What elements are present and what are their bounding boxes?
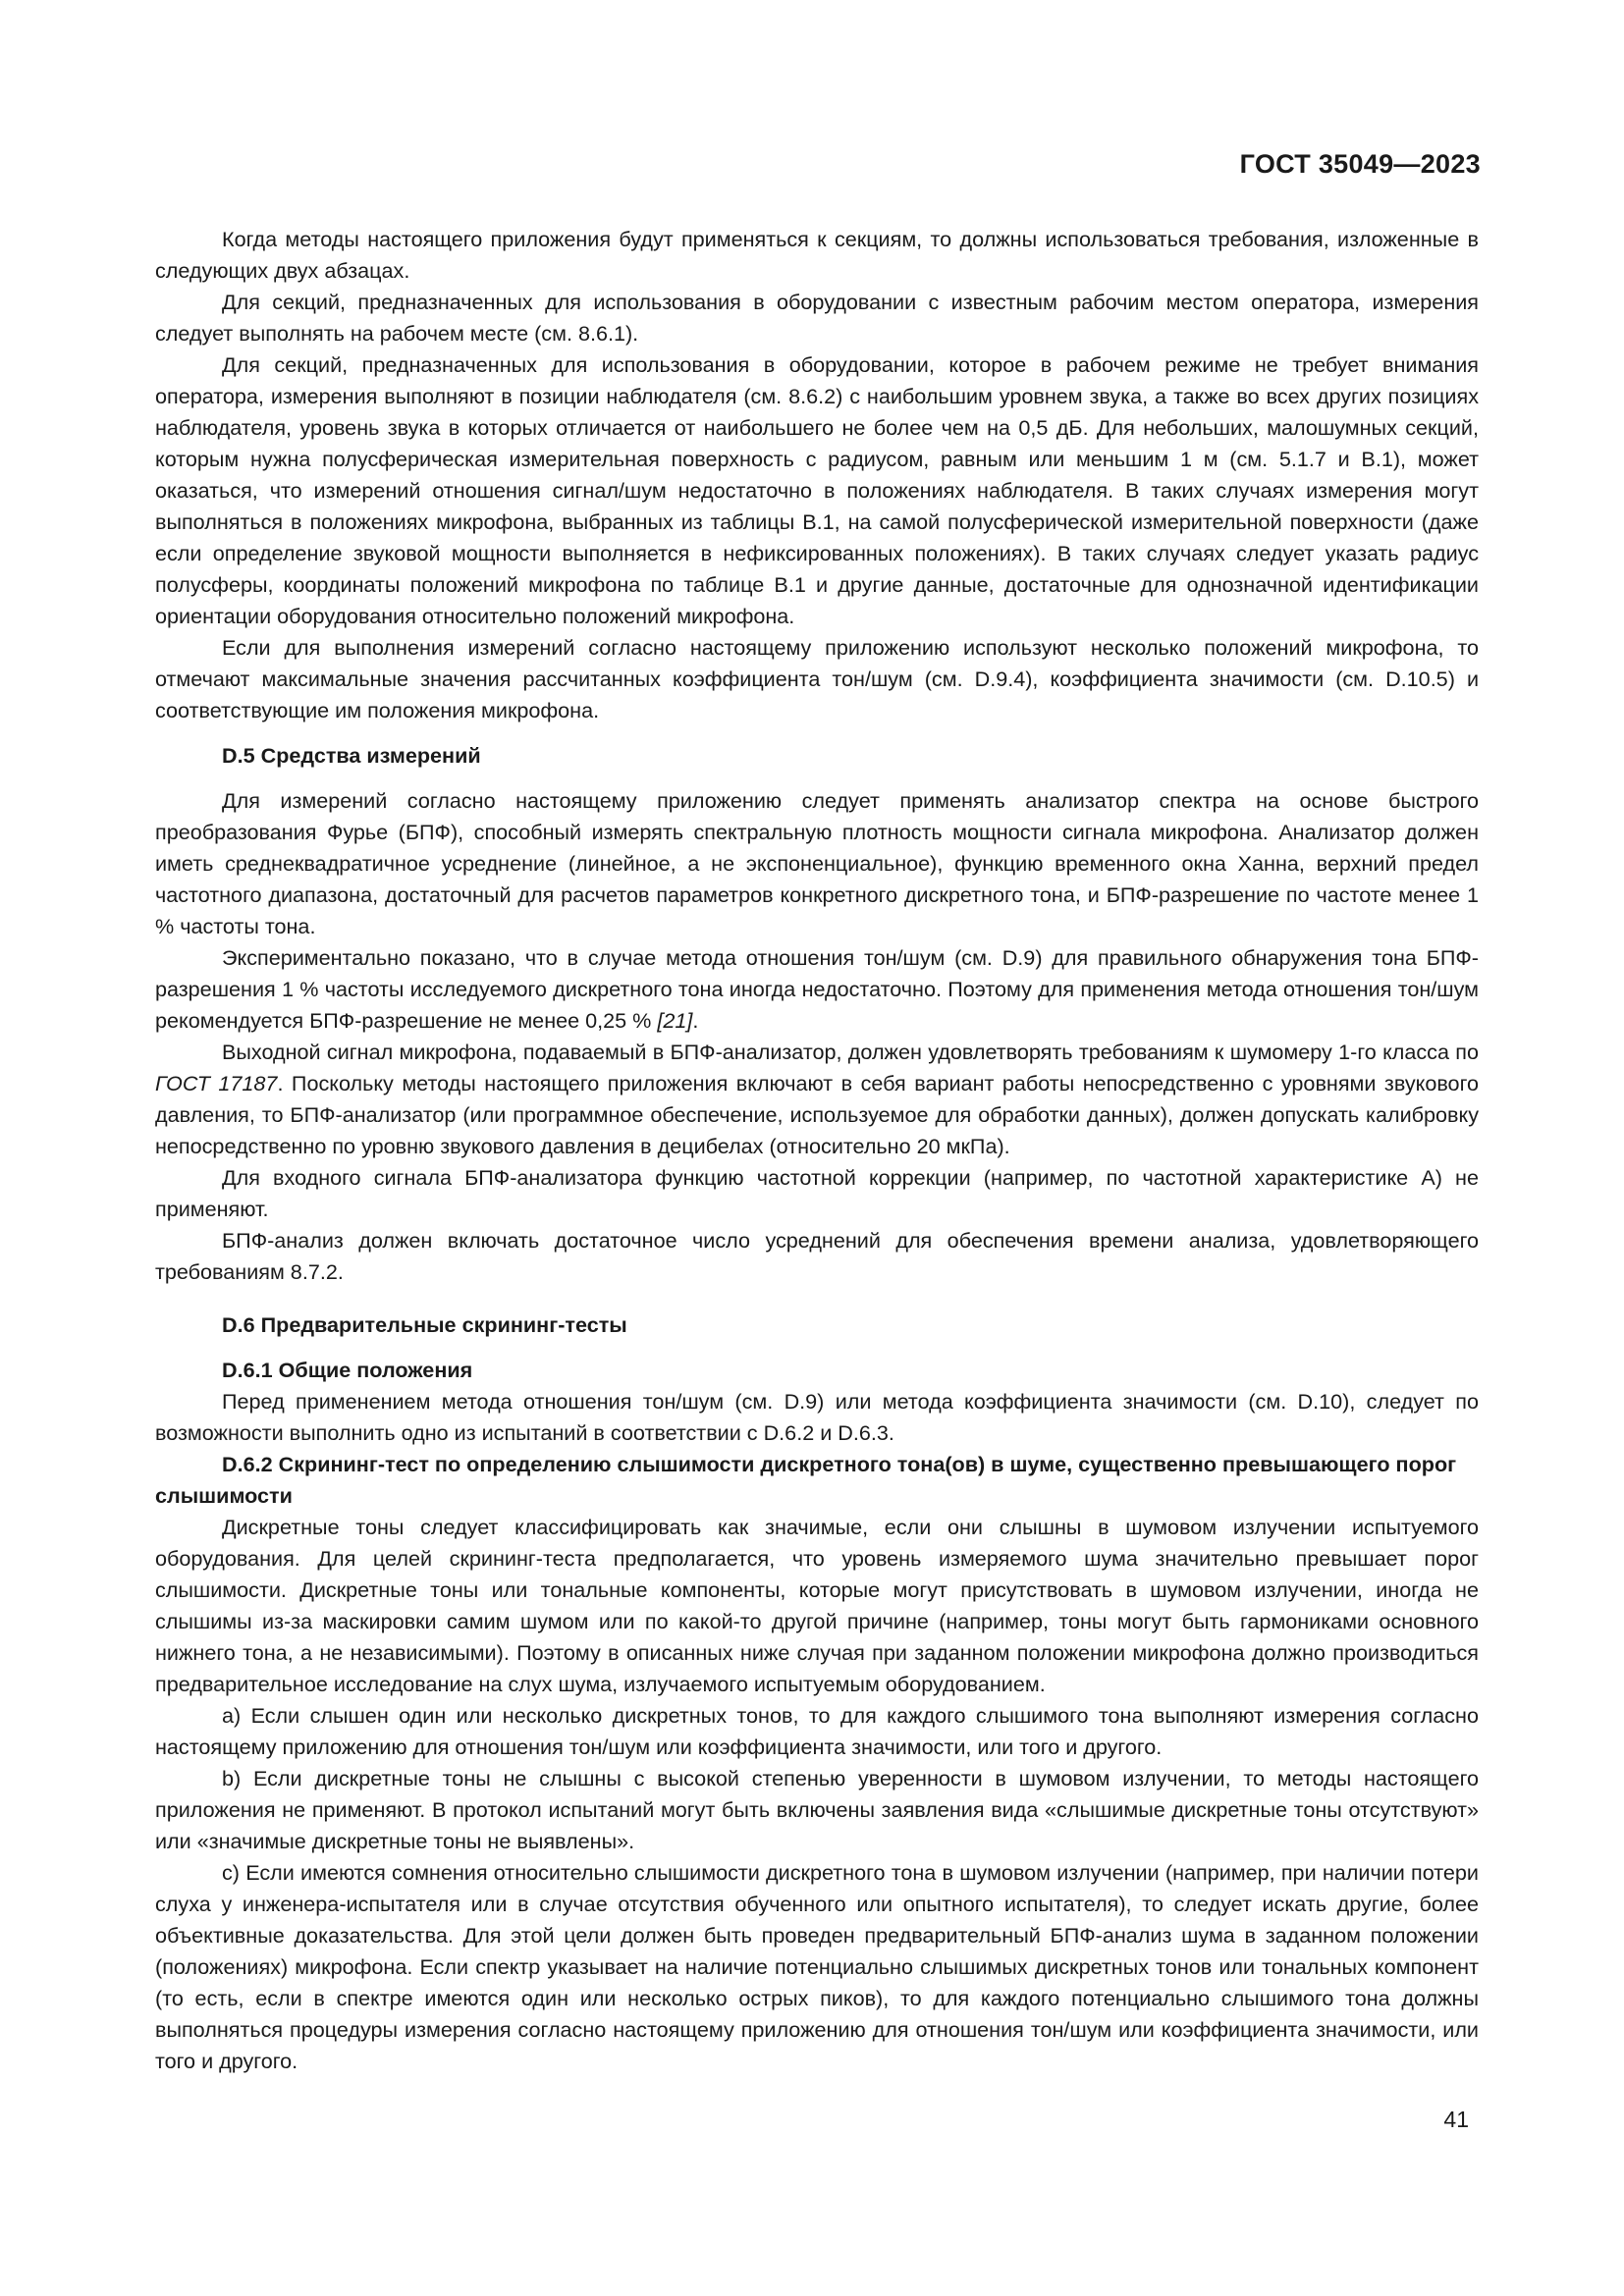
reference-link: ГОСТ 17187	[155, 1071, 278, 1095]
paragraph: Если для выполнения измерений согласно настоящему приложению используют несколько положений микрофона, то отмечают максимальные значения рассчитанных коэффициента тон/шум (см. D.9.4), коэффициента значимости (см. D.10.5) и соответствующие им положения микрофона.	[155, 635, 1479, 722]
page-number: 41	[1443, 2107, 1469, 2132]
list-item-c: c) Если имеются сомнения относительно слышимости дискретного тона в шумовом излучении (например, при наличии потери слуха у инженера-испытателя или в случае отсутствия обученного или опытного испытателя), то следует искать другие, более объективные доказательства. Для этой цели должен быть проведен предварительный БПФ-анализ шума в заданном положении (положениях) микрофона. Если спектр указывает на наличие потенциально слышимых дискретных тонов или тональных компонент (то есть, если в спектре имеются один или несколько острых пиков), то для каждого потенциально слышимого тона должны выполняться процедуры измерения согласно настоящему приложению для отношения тон/шум или коэффициента значимости, или того и другого.	[155, 1860, 1479, 2073]
paragraph: Дискретные тоны следует классифицировать как значимые, если они слышны в шумовом излучении испытуемого оборудования. Для целей скрининг-теста предполагается, что уровень измеряемого шума значительно превышает порог слышимости. Дискретные тоны или тональные компоненты, которые могут присутствовать в шумовом излучении, иногда не слышимы из-за маскировки самим шумом или по какой-то другой причине (например, тоны могут быть гармониками основного нижнего тона, а не независимыми). Поэтому в описанных ниже случая при заданном положении микрофона должно производиться предварительное исследование на слух шума, излучаемого испытуемым оборудованием.	[155, 1515, 1479, 1696]
section-heading-d61: D.6.1 Общие положения	[222, 1358, 473, 1382]
section-heading-d5: D.5 Средства измерений	[222, 743, 481, 768]
paragraph-text: .	[692, 1008, 699, 1033]
paragraph: Перед применением метода отношения тон/шум (см. D.9) или метода коэффициента значимости (см. D.10), следует по возможности выполнить одно из испытаний в соответствии с D.6.2 и D.6.3.	[155, 1389, 1479, 1445]
paragraph-text: Экспериментально показано, что в случае метода отношения тон/шум (см. D.9) для правильного обнаружения тона БПФ-разрешения 1 % частоты исследуемого дискретного тона иногда недостаточно. Поэтому для применения метода отношения тон/шум рекомендуется БПФ-разрешение не менее 0,25 %	[155, 945, 1479, 1033]
paragraph: Для измерений согласно настоящему приложению следует применять анализатор спектра на основе быстрого преобразования Фурье (БПФ), способный измерять спектральную плотность мощности сигнала микрофона. Анализатор должен иметь среднеквадратичное усреднение (линейное, а не экспоненциальное), функцию временного окна Ханна, верхний предел частотного диапазона, достаточный для расчетов параметров конкретного дискретного тона, и БПФ-разрешение по частоте менее 1 % частоты тона.	[155, 788, 1479, 938]
paragraph: Когда методы настоящего приложения будут применяться к секциям, то должны использоваться требования, изложенные в следующих двух абзацах.	[155, 227, 1479, 283]
paragraph-text: . Поскольку методы настоящего приложения включают в себя вариант работы непосредственно с уровнями звукового давления, то БПФ-анализатор (или программное обеспечение, используемое для обработки данных), должен допускать калибровку непосредственно по уровню звукового давления в децибелах (относительно 20 мкПа).	[155, 1071, 1479, 1158]
paragraph-text: Выходной сигнал микрофона, подаваемый в БПФ-анализатор, должен удовлетворять требованиям к шумомеру 1-го класса по	[222, 1040, 1479, 1064]
list-item-b: b) Если дискретные тоны не слышны с высокой степенью уверенности в шумовом излучении, то методы настоящего приложения не применяют. В протокол испытаний могут быть включены заявления вида «слышимые дискретные тоны отсутствуют» или «значимые дискретные тоны не выявлены».	[155, 1766, 1479, 1853]
list-item-a: a) Если слышен один или несколько дискретных тонов, то для каждого слышимого тона выполняют измерения согласно настоящему приложению для отношения тон/шум или коэффициента значимости, или того и другого.	[155, 1703, 1479, 1759]
standard-code-header: ГОСТ 35049—2023	[1239, 149, 1481, 179]
document-body	[155, 224, 1479, 2077]
paragraph	[155, 942, 1479, 1037]
paragraph: Для секций, предназначенных для использования в оборудовании с известным рабочим местом оператора, измерения следует выполнять на рабочем месте (см. 8.6.1).	[155, 290, 1479, 346]
paragraph	[155, 1037, 1479, 1162]
paragraph: Для входного сигнала БПФ-анализатора функцию частотной коррекции (например, по частотной характеристике А) не применяют.	[155, 1165, 1479, 1221]
section-heading-d62: D.6.2 Скрининг-тест по определению слышимости дискретного тона(ов) в шуме, существенно превышающего порог слышимости	[155, 1452, 1457, 1508]
paragraph: БПФ-анализ должен включать достаточное число усреднений для обеспечения времени анализа, удовлетворяющего требованиям 8.7.2.	[155, 1228, 1479, 1284]
reference-link: [21]	[657, 1008, 693, 1033]
paragraph: Для секций, предназначенных для использования в оборудовании, которое в рабочем режиме не требует внимания оператора, измерения выполняют в позиции наблюдателя (см. 8.6.2) с наибольшим уровнем звука, а также во всех других позициях наблюдателя, уровень звука в которых отличается от наибольшего не более чем на 0,5 дБ. Для небольших, малошумных секций, которым нужна полусферическая измерительная поверхность с радиусом, равным или меньшим 1 м (см. 5.1.7 и В.1), может оказаться, что измерений отношения сигнал/шум недостаточно в положениях наблюдателя. В таких случаях измерения могут выполняться в положениях микрофона, выбранных из таблицы В.1, на самой полусферической измерительной поверхности (даже если определение звуковой мощности выполняется в нефиксированных положениях). В таких случаях следует указать радиус полусферы, координаты положений микрофона по таблице В.1 и другие данные, достаточные для однозначной идентификации ориентации оборудования относительно положений микрофона.	[155, 352, 1479, 628]
section-heading-d6: D.6 Предварительные скрининг-тесты	[222, 1312, 627, 1337]
